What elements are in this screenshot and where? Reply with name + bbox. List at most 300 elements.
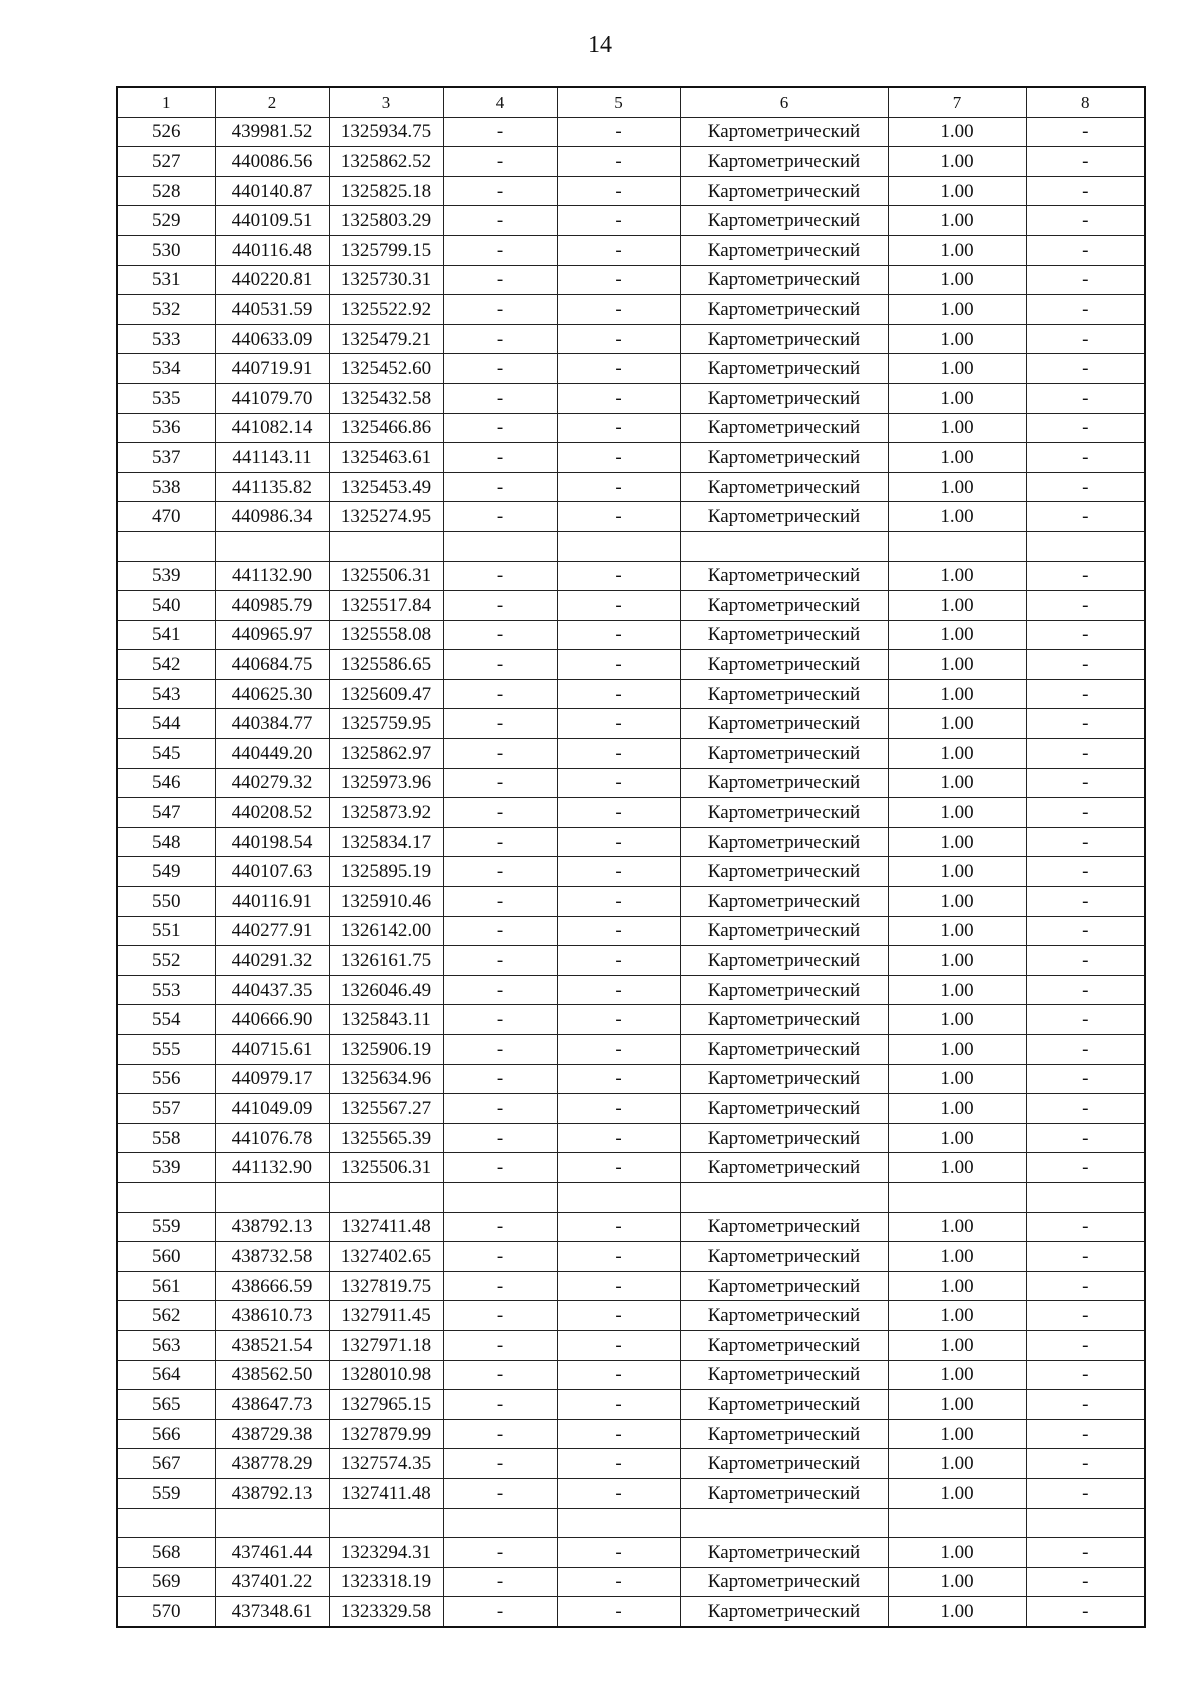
table-body	[117, 117, 1145, 1627]
table-cell: 440140.87	[215, 176, 329, 206]
table-cell: 1.00	[888, 354, 1026, 384]
table-cell: -	[557, 1271, 680, 1301]
table-cell: 1325453.49	[329, 472, 443, 502]
table-cell: 1325565.39	[329, 1123, 443, 1153]
table-cell: 1.00	[888, 265, 1026, 295]
table-cell: 552	[117, 946, 215, 976]
table-cell: -	[443, 1301, 557, 1331]
table-cell: 438610.73	[215, 1301, 329, 1331]
table-cell: -	[1026, 1064, 1145, 1094]
table-row	[117, 1094, 1145, 1124]
table-cell: 560	[117, 1242, 215, 1272]
table-cell: Картометрический	[680, 1478, 888, 1508]
table-cell: 1.00	[888, 561, 1026, 591]
table-cell: 1.00	[888, 798, 1026, 828]
table-cell: 440291.32	[215, 946, 329, 976]
table-cell: Картометрический	[680, 354, 888, 384]
table-cell	[888, 1182, 1026, 1212]
table-row	[117, 1182, 1145, 1212]
table-cell: -	[443, 1094, 557, 1124]
table-cell: 1327402.65	[329, 1242, 443, 1272]
table-cell: 542	[117, 650, 215, 680]
table-cell: -	[443, 1123, 557, 1153]
table-row	[117, 117, 1145, 147]
table-cell: -	[443, 1212, 557, 1242]
table-cell: Картометрический	[680, 916, 888, 946]
table-cell: -	[557, 1567, 680, 1597]
table-cell	[117, 1182, 215, 1212]
table-cell: -	[557, 561, 680, 591]
table-row	[117, 1330, 1145, 1360]
table-cell: Картометрический	[680, 235, 888, 265]
table-cell: 532	[117, 295, 215, 325]
table-row	[117, 1419, 1145, 1449]
table-cell: 1327411.48	[329, 1478, 443, 1508]
table-cell: Картометрический	[680, 1597, 888, 1627]
table-cell: Картометрический	[680, 1123, 888, 1153]
table-cell: -	[557, 1449, 680, 1479]
table-cell: 1325910.46	[329, 887, 443, 917]
table-cell: 1325843.11	[329, 1005, 443, 1035]
table-cell	[888, 531, 1026, 561]
table-cell: 553	[117, 975, 215, 1005]
table-cell: 440633.09	[215, 324, 329, 354]
table-cell: -	[1026, 650, 1145, 680]
table-cell: 559	[117, 1212, 215, 1242]
table-cell: 1.00	[888, 1094, 1026, 1124]
table-row	[117, 1567, 1145, 1597]
table-cell: 1325452.60	[329, 354, 443, 384]
table-cell: 536	[117, 413, 215, 443]
table-cell: -	[1026, 768, 1145, 798]
table-cell: Картометрический	[680, 739, 888, 769]
table-cell: -	[443, 1597, 557, 1627]
table-cell: -	[557, 739, 680, 769]
table-cell: -	[1026, 295, 1145, 325]
table-cell: -	[1026, 413, 1145, 443]
table-cell: -	[557, 857, 680, 887]
table-cell: -	[1026, 235, 1145, 265]
table-row	[117, 443, 1145, 473]
table-cell: 1325799.15	[329, 235, 443, 265]
table-cell	[215, 1182, 329, 1212]
column-header: 7	[888, 87, 1026, 117]
table-row	[117, 709, 1145, 739]
table-cell: 440086.56	[215, 147, 329, 177]
table-cell: 1.00	[888, 502, 1026, 532]
table-row	[117, 1035, 1145, 1065]
table-cell: 1.00	[888, 1597, 1026, 1627]
table-cell: 1327965.15	[329, 1390, 443, 1420]
table-cell: 570	[117, 1597, 215, 1627]
table-cell: Картометрический	[680, 1094, 888, 1124]
page-number: 14	[588, 32, 612, 58]
table-cell: -	[1026, 1005, 1145, 1035]
table-cell: -	[1026, 709, 1145, 739]
table-cell: 470	[117, 502, 215, 532]
table-cell: 567	[117, 1449, 215, 1479]
table-cell: -	[1026, 176, 1145, 206]
table-cell: -	[443, 1390, 557, 1420]
table-cell: 437461.44	[215, 1538, 329, 1568]
table-cell: 1.00	[888, 1390, 1026, 1420]
table-cell: -	[443, 916, 557, 946]
table-row	[117, 1271, 1145, 1301]
table-cell: 1327819.75	[329, 1271, 443, 1301]
table-cell: 1.00	[888, 887, 1026, 917]
table-cell: 1.00	[888, 295, 1026, 325]
table-cell: -	[1026, 561, 1145, 591]
table-header-row	[117, 87, 1145, 117]
table-cell: 1327971.18	[329, 1330, 443, 1360]
table-cell: -	[443, 324, 557, 354]
table-cell: -	[557, 1597, 680, 1627]
table-cell: -	[1026, 383, 1145, 413]
table-cell: 1.00	[888, 709, 1026, 739]
table-cell: -	[1026, 1123, 1145, 1153]
table-cell: 1.00	[888, 1005, 1026, 1035]
table-cell: -	[557, 443, 680, 473]
table-cell: -	[557, 324, 680, 354]
table-cell: -	[557, 975, 680, 1005]
table-cell: -	[443, 1449, 557, 1479]
table-cell: -	[1026, 502, 1145, 532]
table-cell: -	[1026, 591, 1145, 621]
table-cell: Картометрический	[680, 709, 888, 739]
table-row	[117, 1153, 1145, 1183]
table-cell: -	[443, 1330, 557, 1360]
column-header: 6	[680, 87, 888, 117]
table-row	[117, 502, 1145, 532]
table-cell: 548	[117, 827, 215, 857]
table-cell: 440116.91	[215, 887, 329, 917]
table-cell: 441132.90	[215, 1153, 329, 1183]
table-cell: Картометрический	[680, 502, 888, 532]
table-cell: 440719.91	[215, 354, 329, 384]
table-cell: 440198.54	[215, 827, 329, 857]
table-cell: 438562.50	[215, 1360, 329, 1390]
table-cell: -	[1026, 1597, 1145, 1627]
table-cell: 1325466.86	[329, 413, 443, 443]
table-cell: -	[1026, 1567, 1145, 1597]
table-cell: 440277.91	[215, 916, 329, 946]
table-cell: 440986.34	[215, 502, 329, 532]
table-cell: Картометрический	[680, 1419, 888, 1449]
table-cell: Картометрический	[680, 324, 888, 354]
table-cell: 1.00	[888, 1153, 1026, 1183]
table-cell: -	[443, 265, 557, 295]
table-cell: Картометрический	[680, 1005, 888, 1035]
table-cell: 1325934.75	[329, 117, 443, 147]
table-row	[117, 827, 1145, 857]
table-cell: 437401.22	[215, 1567, 329, 1597]
table-cell: -	[557, 1419, 680, 1449]
table-cell: -	[443, 709, 557, 739]
table-cell: -	[557, 176, 680, 206]
table-row	[117, 1360, 1145, 1390]
table-cell: 1325862.97	[329, 739, 443, 769]
table-cell: 538	[117, 472, 215, 502]
table-cell: 527	[117, 147, 215, 177]
table-cell: 1.00	[888, 1301, 1026, 1331]
table-cell: -	[1026, 946, 1145, 976]
table-cell: -	[443, 383, 557, 413]
table-row	[117, 1449, 1145, 1479]
table-cell: 1328010.98	[329, 1360, 443, 1390]
table-cell: Картометрический	[680, 1035, 888, 1065]
table-cell: 441132.90	[215, 561, 329, 591]
table-cell	[557, 1508, 680, 1538]
table-cell: -	[557, 1005, 680, 1035]
table-cell: 1325479.21	[329, 324, 443, 354]
table-cell: -	[443, 857, 557, 887]
table-row	[117, 916, 1145, 946]
table-cell: 561	[117, 1271, 215, 1301]
table-cell: 441079.70	[215, 383, 329, 413]
table-cell: -	[557, 916, 680, 946]
table-cell: 539	[117, 1153, 215, 1183]
table-row	[117, 531, 1145, 561]
table-cell: 1.00	[888, 620, 1026, 650]
table-row	[117, 1390, 1145, 1420]
table-cell: -	[443, 235, 557, 265]
table-cell: Картометрический	[680, 1330, 888, 1360]
table-cell: 1.00	[888, 117, 1026, 147]
table-cell: 1.00	[888, 768, 1026, 798]
table-row	[117, 798, 1145, 828]
column-header: 4	[443, 87, 557, 117]
table-cell: 1325463.61	[329, 443, 443, 473]
table-cell	[1026, 1508, 1145, 1538]
table-cell: -	[557, 235, 680, 265]
table-cell: -	[443, 295, 557, 325]
table-cell: -	[557, 1094, 680, 1124]
table-cell: -	[1026, 1390, 1145, 1420]
table-cell: -	[1026, 975, 1145, 1005]
table-cell: -	[557, 1390, 680, 1420]
table-row	[117, 324, 1145, 354]
table-cell: -	[443, 1005, 557, 1035]
table-cell: Картометрический	[680, 768, 888, 798]
table-row	[117, 354, 1145, 384]
table-cell: Картометрический	[680, 1360, 888, 1390]
table-cell: 1325432.58	[329, 383, 443, 413]
table-cell: -	[1026, 206, 1145, 236]
table-cell: -	[557, 1123, 680, 1153]
table-cell: 545	[117, 739, 215, 769]
table-cell	[680, 1182, 888, 1212]
table-cell: 533	[117, 324, 215, 354]
table-cell: 1325906.19	[329, 1035, 443, 1065]
table-cell: -	[1026, 1212, 1145, 1242]
table-cell: -	[443, 176, 557, 206]
table-cell: 1.00	[888, 1567, 1026, 1597]
table-cell: Картометрический	[680, 827, 888, 857]
table-cell: Картометрический	[680, 472, 888, 502]
table-cell: 534	[117, 354, 215, 384]
table-cell: 1325274.95	[329, 502, 443, 532]
table-cell: 1325895.19	[329, 857, 443, 887]
table-cell	[117, 531, 215, 561]
table-cell: 438647.73	[215, 1390, 329, 1420]
table-row	[117, 295, 1145, 325]
table-cell: 546	[117, 768, 215, 798]
table-cell: -	[1026, 443, 1145, 473]
table-row	[117, 1597, 1145, 1627]
table-cell: -	[557, 1360, 680, 1390]
table-cell: 1.00	[888, 413, 1026, 443]
table-cell: -	[443, 827, 557, 857]
table-cell	[557, 1182, 680, 1212]
table-row	[117, 975, 1145, 1005]
table-cell: 1.00	[888, 1449, 1026, 1479]
table-cell: -	[1026, 1538, 1145, 1568]
table-cell	[557, 531, 680, 561]
table-cell: -	[557, 1301, 680, 1331]
table-cell: 556	[117, 1064, 215, 1094]
table-cell: 440531.59	[215, 295, 329, 325]
table-cell: 440625.30	[215, 679, 329, 709]
table-cell: -	[557, 620, 680, 650]
table-cell: 1325862.52	[329, 147, 443, 177]
table-cell: -	[1026, 827, 1145, 857]
table-cell: 1.00	[888, 916, 1026, 946]
column-header: 1	[117, 87, 215, 117]
table-row	[117, 591, 1145, 621]
table-cell: 438666.59	[215, 1271, 329, 1301]
table-cell: 440279.32	[215, 768, 329, 798]
table-cell: -	[443, 1271, 557, 1301]
table-cell: -	[443, 946, 557, 976]
table-cell: 541	[117, 620, 215, 650]
table-cell: Картометрический	[680, 946, 888, 976]
table-cell: 531	[117, 265, 215, 295]
table-cell: Картометрический	[680, 1449, 888, 1479]
table-cell: 562	[117, 1301, 215, 1331]
table-cell	[1026, 1182, 1145, 1212]
table-cell: 1.00	[888, 1330, 1026, 1360]
table-cell: -	[557, 265, 680, 295]
table-cell: -	[1026, 1360, 1145, 1390]
table-row	[117, 620, 1145, 650]
table-row	[117, 857, 1145, 887]
table-cell	[680, 1508, 888, 1538]
column-header: 8	[1026, 87, 1145, 117]
table-cell: -	[1026, 1449, 1145, 1479]
table-cell: -	[443, 561, 557, 591]
table-cell: -	[557, 798, 680, 828]
table-cell: -	[443, 1035, 557, 1065]
table-row	[117, 887, 1145, 917]
table-cell: 1325834.17	[329, 827, 443, 857]
table-cell: -	[557, 383, 680, 413]
table-row	[117, 650, 1145, 680]
table-cell: 1.00	[888, 1360, 1026, 1390]
table-cell: 440208.52	[215, 798, 329, 828]
table-cell: -	[443, 887, 557, 917]
table-cell: -	[443, 1567, 557, 1597]
table-cell: Картометрический	[680, 413, 888, 443]
table-cell: -	[443, 768, 557, 798]
table-cell	[1026, 531, 1145, 561]
table-cell: -	[1026, 798, 1145, 828]
table-cell	[329, 531, 443, 561]
table-cell: 1325634.96	[329, 1064, 443, 1094]
table-row	[117, 1005, 1145, 1035]
table-cell: 441143.11	[215, 443, 329, 473]
table-cell: 1325506.31	[329, 561, 443, 591]
table-row	[117, 472, 1145, 502]
table-cell: 440437.35	[215, 975, 329, 1005]
table-row	[117, 206, 1145, 236]
table-cell: 1326046.49	[329, 975, 443, 1005]
table-cell: Картометрический	[680, 176, 888, 206]
table-cell: -	[443, 117, 557, 147]
table-cell: -	[557, 946, 680, 976]
table-row	[117, 1508, 1145, 1538]
table-cell: -	[557, 206, 680, 236]
table-cell: -	[1026, 265, 1145, 295]
table-row	[117, 768, 1145, 798]
table-cell: 438521.54	[215, 1330, 329, 1360]
table-cell: 1.00	[888, 235, 1026, 265]
table-cell: 563	[117, 1330, 215, 1360]
table-cell: -	[557, 1035, 680, 1065]
table-cell: 440715.61	[215, 1035, 329, 1065]
table-cell: 555	[117, 1035, 215, 1065]
table-cell: 440109.51	[215, 206, 329, 236]
table-cell: 1.00	[888, 1212, 1026, 1242]
table-cell: -	[557, 413, 680, 443]
table-cell: 1.00	[888, 443, 1026, 473]
table-cell: -	[1026, 1478, 1145, 1508]
table-row	[117, 265, 1145, 295]
table-cell: 1325517.84	[329, 591, 443, 621]
table-cell: 1325558.08	[329, 620, 443, 650]
table-cell: 1.00	[888, 1478, 1026, 1508]
table-cell: 1.00	[888, 472, 1026, 502]
table-cell: Картометрический	[680, 975, 888, 1005]
table-cell: Картометрический	[680, 206, 888, 236]
table-cell: -	[443, 1538, 557, 1568]
table-cell: Картометрический	[680, 1153, 888, 1183]
table-cell: -	[1026, 1153, 1145, 1183]
table-cell: 1.00	[888, 946, 1026, 976]
table-cell: 1325730.31	[329, 265, 443, 295]
table-cell: -	[443, 620, 557, 650]
table-cell: 558	[117, 1123, 215, 1153]
table-cell: 440985.79	[215, 591, 329, 621]
table-cell: 557	[117, 1094, 215, 1124]
column-header: 3	[329, 87, 443, 117]
table-cell: Картометрический	[680, 147, 888, 177]
table-cell: Картометрический	[680, 679, 888, 709]
table-cell: 438792.13	[215, 1212, 329, 1242]
table-cell: -	[557, 117, 680, 147]
table-cell: -	[557, 768, 680, 798]
table-cell: 1.00	[888, 827, 1026, 857]
table-cell: 1325803.29	[329, 206, 443, 236]
table-cell: 547	[117, 798, 215, 828]
table-cell: Картометрический	[680, 1538, 888, 1568]
table-cell: 1.00	[888, 1271, 1026, 1301]
table-cell: 1325609.47	[329, 679, 443, 709]
table-cell: 1325873.92	[329, 798, 443, 828]
table-row	[117, 1538, 1145, 1568]
table-cell: -	[557, 354, 680, 384]
table-cell: 1325973.96	[329, 768, 443, 798]
table-cell: Картометрический	[680, 1064, 888, 1094]
